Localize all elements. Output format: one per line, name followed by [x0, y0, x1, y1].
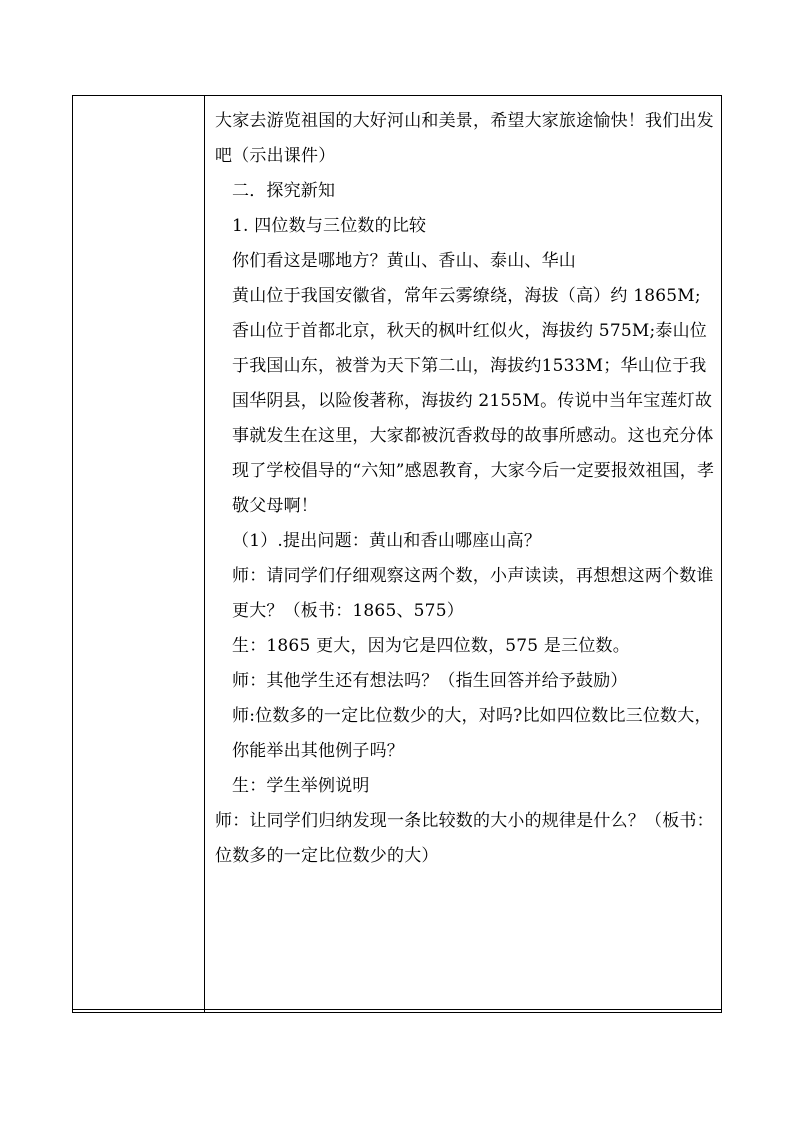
lesson-content — [215, 104, 715, 874]
paragraph-question: 你们看这是哪地方？黄山、香山、泰山、华山 — [232, 251, 576, 271]
paragraph-student-1: 生：1865 更大，因为它是四位数，575 是三位数。 — [232, 636, 630, 656]
paragraph-teacher-4: 师：让同学们归纳发现一条比较数的大小的规律是什么？（板书：位数多的一定比位数少的大） — [215, 811, 714, 866]
paragraph-teacher-3: 师:位数多的一定比位数少的大，对吗?比如四位数比三位数大，你能举出其他例子吗？ — [232, 706, 712, 761]
paragraph-teacher-2: 师：其他学生还有想法吗？（指生回答并给予鼓励） — [232, 671, 628, 691]
paragraph-mountains: 黄山位于我国安徽省，常年云雾缭绕，海拔（高）约 1865M;香山位于首都北京，秋天的枫叶红似火，海拔约 575M;泰山位于我国山东，被誉为天下第二山，海拔约1533M；华山位于我国华阴县，以险俊著称，海拔约 2155M。传说中当年宝莲灯故事就发生在这里，大家都被沉香救母的故事所感动。这也充分体现了学校倡导的“六知”感恩教育，大家今后一定要报效祖国，孝敬父母啊！ — [232, 286, 715, 516]
lesson-table — [72, 95, 722, 1013]
paragraph-problem: （1）.提出问题：黄山和香山哪座山高？ — [232, 531, 542, 551]
subsection-heading: 1. 四位数与三位数的比较 — [232, 216, 427, 236]
paragraph-student-2: 生：学生举例说明 — [232, 776, 370, 796]
paragraph-teacher-1: 师：请同学们仔细观察这两个数，小声读读，再想想这两个数谁更大？（板书：1865、575） — [232, 566, 714, 621]
section-heading: 二．探究新知 — [232, 181, 336, 201]
paragraph-intro: 大家去游览祖国的大好河山和美景，希望大家旅途愉快！我们出发吧（示出课件） — [215, 111, 714, 166]
table-left-column — [73, 96, 205, 1012]
